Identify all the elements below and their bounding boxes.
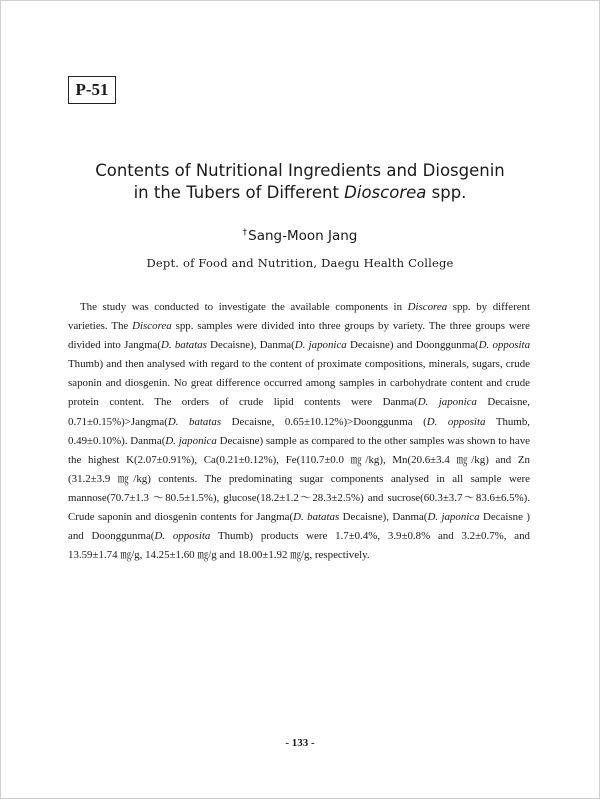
abstract-text: Thumb) products were 1.7±0.4%, 3.9±0.8% and 3.2±0.7%, and 13.59±1.74 ㎎/g, 14.25±1.60 ㎎/g and 18.00±1.92 ㎎/g, respectively. — [68, 530, 530, 562]
abstract-text: spp. by different varieties. The — [68, 301, 531, 333]
author-line — [100, 228, 500, 244]
paper-title — [40, 160, 560, 204]
poster-code: P-51 — [75, 80, 109, 99]
author-name: Sang-Moon Jang — [248, 228, 358, 244]
affiliation: Dept. of Food and Nutrition, Daegu Health College — [146, 256, 454, 270]
abstract-text: Decaisne), Danma( — [206, 339, 295, 352]
title-line-2 — [40, 182, 560, 204]
abstract-text: spp. samples were divided into three groups by variety. The three groups were divided into Jangma( — [68, 320, 530, 352]
abstract-text: Thumb, 0.49±0.10%). Danma( — [68, 415, 530, 447]
abstract-species-name: D. opposita — [154, 530, 211, 543]
abstract-text: The study was conducted to investigate the available components in — [80, 301, 408, 313]
abstract-text: Decaisne) sample as compared to the other samples was shown to have the highest K(2.07±0.91%), Ca(0.21±0.12%), Fe(110.7±0.0 ㎎/kg), Mn(20.6±3.4 ㎎/kg) and Zn (31.2±3.9 ㎎/kg) contents. The predominating sugar components analysed in all sample were mannose(70.7±1.3 ～80.5±1.5%), glucose(18.2±1.2～28.3±2.5%) and sucrose(60.3±3.7～83.6±6.5%). Crude saponin and diosgenin contents for Jangma( — [68, 434, 530, 524]
title-genus: Dioscorea — [344, 183, 427, 202]
abstract-text: Decaisne ) and Doonggunma( — [68, 511, 530, 543]
abstract-text: Thumb) and then analysed with regard to the content of proximate compositions, minerals, sugars, crude saponin and diosgenin. No great difference occurred among samples in carbohydrate content and crude protein content. The orders of crude lipid contents were Danma( — [68, 358, 530, 409]
abstract-text: Decaisne), Danma( — [339, 511, 428, 524]
abstract-species-name: D. japonica — [417, 396, 477, 409]
abstract-text: Decaisne, 0.65±10.12%)>Doonggunma ( — [221, 415, 427, 428]
poster-code-box — [68, 76, 116, 104]
abstract-species-name: Discorea — [407, 301, 448, 313]
abstract-species-name: D. japonica — [165, 434, 217, 447]
abstract-species-name: Discorea — [132, 320, 172, 333]
title-line-2-suffix: spp. — [426, 183, 467, 202]
abstract-body — [68, 298, 530, 565]
abstract-text: Decaisne) and Doonggunma( — [346, 339, 479, 352]
page-number: - 133 - — [285, 737, 315, 749]
abstract-text: Decaisne, 0.71±0.15%)>Jangma( — [68, 396, 530, 428]
abstract-species-name: D. opposita — [426, 415, 486, 428]
abstract-species-name: D. batatas — [293, 511, 340, 524]
abstract-species-name: D. japonica — [427, 511, 480, 524]
abstract-species-name: D. batatas — [167, 415, 222, 428]
abstract-species-name: D. japonica — [294, 339, 347, 352]
abstract-species-name: D. opposita — [478, 339, 531, 352]
abstract-species-name: D. batatas — [161, 339, 207, 352]
title-line-2-prefix: in the Tubers of Different — [133, 183, 345, 202]
title-line-1: Contents of Nutritional Ingredients and Diosgenin — [95, 161, 505, 180]
corresponding-mark: † — [242, 228, 248, 238]
